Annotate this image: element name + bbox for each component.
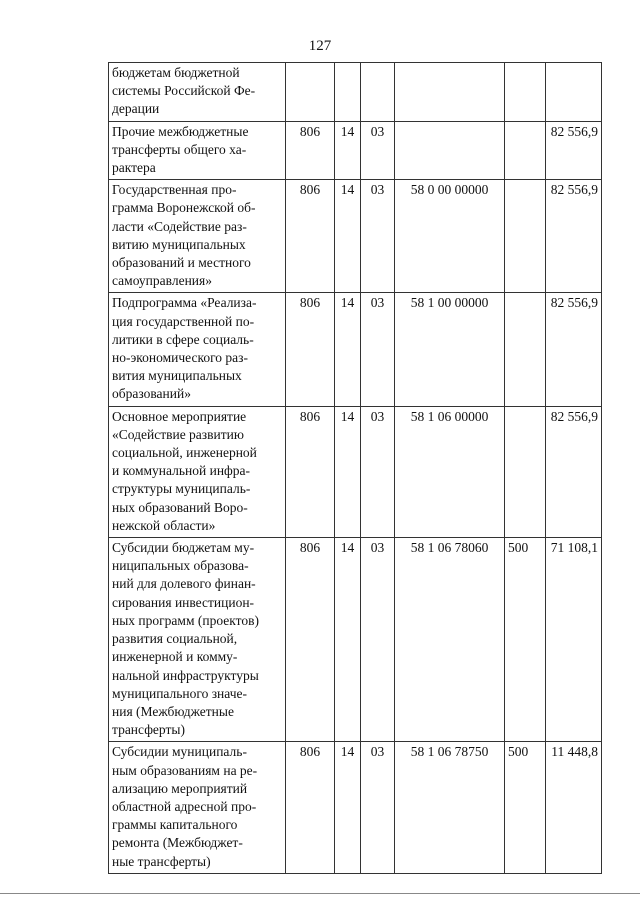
expense-name-line: нальной инфраструктуры (112, 667, 259, 683)
expense-name-line: вития муниципальных (112, 368, 242, 384)
expense-name-line: граммы капитального (112, 817, 238, 833)
expense-name-line: грамма Воронежской об- (112, 200, 256, 216)
expense-name-line: ремонта (Межбюджет- (112, 835, 243, 851)
expense-name-line: муниципального значе- (112, 685, 248, 701)
target-article-code-cell (395, 121, 505, 180)
amount-cell: 82 556,9 (546, 406, 602, 537)
expense-type-code-cell (505, 121, 546, 180)
table-row (109, 180, 602, 293)
amount-cell: 71 108,1 (546, 538, 602, 742)
subsection-code-cell: 03 (361, 293, 395, 406)
expense-name-line: рактера (112, 160, 156, 176)
department-code-cell (286, 63, 335, 122)
expense-type-code-cell (505, 293, 546, 406)
table-row (109, 538, 602, 742)
expense-name-cell (109, 406, 286, 537)
expense-name-line: литики в сфере социаль- (112, 331, 254, 347)
expense-name-line: бюджетам бюджетной (112, 65, 240, 80)
amount-cell: 82 556,9 (546, 293, 602, 406)
expense-name-line: ниципальных образова- (112, 558, 249, 574)
expense-name-line: системы Российской Фе- (112, 83, 256, 99)
expense-name-line: Субсидии муниципаль- (112, 744, 247, 760)
expense-name-line: ных образований Воро- (112, 499, 248, 515)
department-code-cell: 806 (286, 406, 335, 537)
expense-name-line: нежской области» (112, 517, 216, 533)
expense-name-line: Государственная про- (112, 182, 237, 198)
department-code-cell: 806 (286, 742, 335, 873)
expense-name-line: «Содействие развитию (112, 426, 244, 442)
expense-name-line: трансферты общего ха- (112, 141, 247, 157)
budget-table (108, 62, 602, 874)
section-code-cell: 14 (335, 406, 361, 537)
expense-name-line: ция государственной по- (112, 313, 255, 329)
expense-name-cell (109, 742, 286, 873)
department-code-cell: 806 (286, 538, 335, 742)
expense-type-code-cell (505, 406, 546, 537)
subsection-code-cell: 03 (361, 180, 395, 293)
table-row (109, 406, 602, 537)
expense-name-cell (109, 538, 286, 742)
expense-name-line: Подпрограмма «Реализа- (112, 295, 257, 311)
expense-name-line: ний для долевого финан- (112, 576, 256, 592)
expense-name-line: трансферты) (112, 722, 185, 738)
section-code-cell: 14 (335, 538, 361, 742)
target-article-code-cell: 58 1 06 00000 (395, 406, 505, 537)
section-code-cell: 14 (335, 293, 361, 406)
expense-name-line: ния (Межбюджетные (112, 703, 234, 719)
expense-name-line: инженерной и комму- (112, 649, 238, 665)
subsection-code-cell: 03 (361, 742, 395, 873)
amount-cell: 82 556,9 (546, 180, 602, 293)
expense-name-cell (109, 121, 286, 180)
expense-name-line: структуры муниципаль- (112, 481, 251, 497)
target-article-code-cell: 58 1 06 78060 (395, 538, 505, 742)
expense-name-line: ные трансферты) (112, 853, 211, 869)
expense-name-line: но-экономического раз- (112, 350, 249, 366)
section-code-cell: 14 (335, 742, 361, 873)
amount-cell: 11 448,8 (546, 742, 602, 873)
expense-name-line: ализацию мероприятий (112, 780, 248, 796)
target-article-code-cell (395, 63, 505, 122)
target-article-code-cell: 58 1 00 00000 (395, 293, 505, 406)
section-code-cell: 14 (335, 121, 361, 180)
table-row (109, 742, 602, 873)
department-code-cell: 806 (286, 180, 335, 293)
expense-name-line: дерации (112, 101, 160, 117)
expense-name-line: и коммунальной инфра- (112, 463, 251, 479)
section-code-cell (335, 63, 361, 122)
expense-name-cell (109, 293, 286, 406)
subsection-code-cell: 03 (361, 406, 395, 537)
section-code-cell: 14 (335, 180, 361, 293)
target-article-code-cell: 58 1 06 78750 (395, 742, 505, 873)
expense-name-line: самоуправления» (112, 273, 212, 289)
subsection-code-cell: 03 (361, 538, 395, 742)
expense-name-line: ных программ (проектов) (112, 612, 259, 628)
expense-name-line: витию муниципальных (112, 236, 246, 252)
expense-type-code-cell (505, 63, 546, 122)
table-row (109, 293, 602, 406)
expense-name-line: Основное мероприятие (112, 408, 247, 424)
expense-type-code-cell (505, 180, 546, 293)
department-code-cell: 806 (286, 293, 335, 406)
expense-name-line: социальной, инженерной (112, 445, 257, 461)
expense-name-line: ласти «Содействие раз- (112, 218, 247, 234)
amount-cell: 82 556,9 (546, 121, 602, 180)
page-number: 127 (308, 38, 332, 54)
subsection-code-cell: 03 (361, 121, 395, 180)
expense-name-line: образований и местного (112, 255, 251, 271)
expense-name-line: Прочие межбюджетные (112, 123, 249, 139)
expense-name-line: сирования инвестицион- (112, 594, 255, 610)
subsection-code-cell (361, 63, 395, 122)
department-code-cell: 806 (286, 121, 335, 180)
expense-name-line: развития социальной, (112, 631, 238, 647)
amount-cell (546, 63, 602, 122)
expense-name-line: Субсидии бюджетам му- (112, 540, 255, 556)
page-bottom-divider (0, 893, 640, 894)
expense-name-cell (109, 180, 286, 293)
expense-name-line: ным образованиям на ре- (112, 762, 258, 778)
expense-name-line: образований» (112, 386, 191, 402)
target-article-code-cell: 58 0 00 00000 (395, 180, 505, 293)
table-row (109, 121, 602, 180)
expense-name-cell (109, 63, 286, 122)
expense-type-code-cell: 500 (505, 742, 546, 873)
expense-type-code-cell: 500 (505, 538, 546, 742)
table-row (109, 63, 602, 122)
expense-name-line: областной адресной про- (112, 798, 257, 814)
